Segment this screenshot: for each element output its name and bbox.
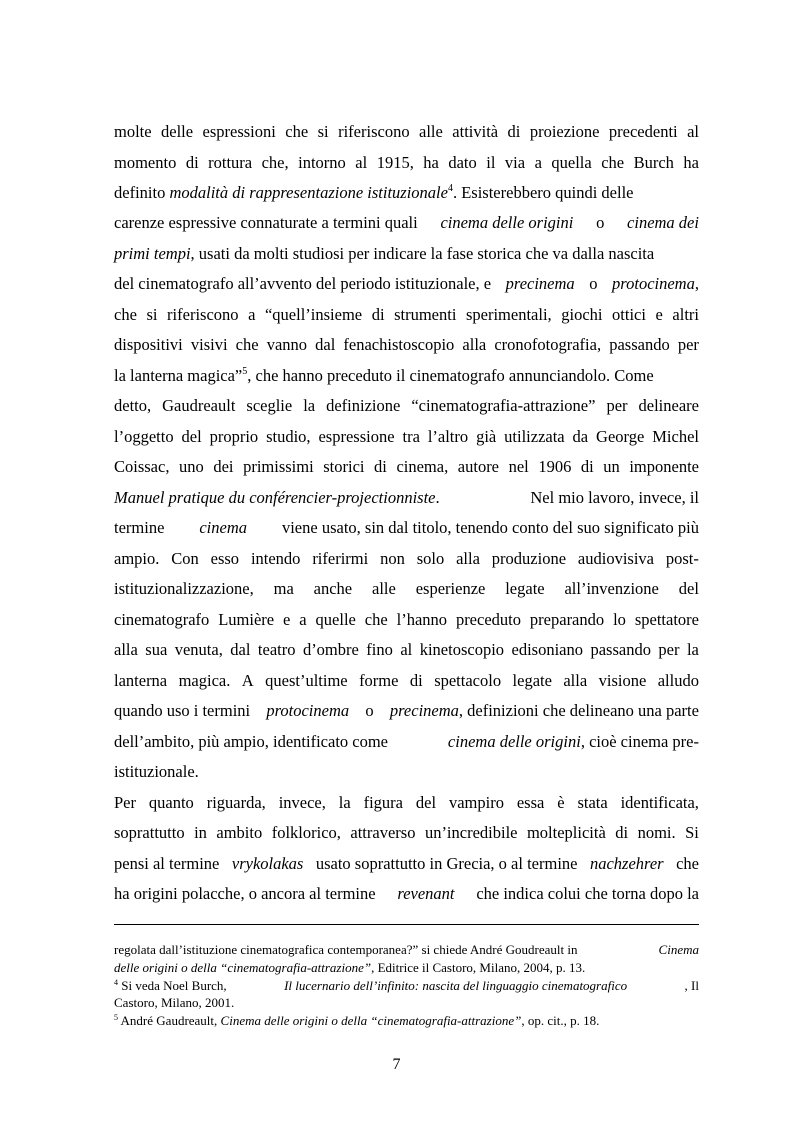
text-run: quando uso i termini — [114, 701, 251, 720]
page-number: 7 — [392, 1056, 401, 1073]
word: ambito — [216, 823, 263, 842]
word: già — [476, 427, 497, 446]
body-line — [114, 244, 699, 264]
word: cinema, — [396, 457, 449, 476]
word: Coissac, — [114, 457, 170, 476]
word: si — [317, 122, 329, 141]
word: anche — [313, 579, 353, 598]
text-run: Castoro, Milano, 2001. — [114, 995, 235, 1010]
footnote-line — [114, 1013, 699, 1029]
word: l’altro — [427, 427, 469, 446]
word: produzione — [491, 549, 567, 568]
word: l’hanno — [396, 610, 448, 629]
word: di — [615, 823, 629, 842]
text-run: delle origini o della “cinematografia-attrazione”, Editrice il Castoro, Milano, 2004, p. 13. — [114, 960, 586, 975]
italic-run: Cinema — [658, 942, 699, 957]
text-run: protocinema, — [612, 274, 699, 293]
word: detto, — [114, 396, 152, 415]
word: che, — [261, 153, 289, 172]
word: passando — [590, 640, 651, 659]
text-run: $^5$ André Gaudreault, Cinema delle origini o della “cinematografia-attrazione”, op. cit., p. 18. — [114, 1012, 600, 1028]
italic-run: cinema delle origini — [440, 213, 574, 232]
word: Gaudreault — [162, 396, 236, 415]
word: primissimi — [243, 457, 314, 476]
word: molte — [114, 122, 152, 141]
body-line — [114, 366, 699, 386]
word: per — [677, 335, 699, 354]
word: utilizzata — [504, 427, 565, 446]
word: Burch — [633, 153, 674, 172]
word: e — [283, 610, 291, 629]
word: Lumière — [218, 610, 275, 629]
word: il — [486, 153, 496, 172]
word: dato — [448, 153, 477, 172]
word: la — [338, 793, 351, 812]
text-run: carenze espressive connaturate a termini quali — [114, 213, 418, 232]
word: A — [241, 671, 254, 690]
word: a — [248, 305, 256, 324]
italic-run: precinema — [505, 274, 575, 293]
body-line — [114, 457, 699, 477]
word: strumenti — [394, 305, 457, 324]
text-run: o — [596, 213, 605, 232]
word: sperimentali, — [465, 305, 552, 324]
word: precedenti — [608, 122, 678, 141]
word: ampio. — [114, 549, 160, 568]
word: è — [557, 793, 565, 812]
italic-run: vrykolakas — [231, 854, 304, 873]
body-line — [114, 549, 699, 569]
word: di — [371, 305, 385, 324]
word: del — [181, 427, 202, 446]
word: riferiscono — [338, 122, 410, 141]
word: di — [580, 457, 594, 476]
body-line — [114, 274, 699, 294]
body-line — [114, 335, 699, 355]
word: solo — [416, 549, 445, 568]
word: del — [415, 793, 437, 812]
body-line — [114, 153, 699, 173]
body-line — [114, 793, 699, 813]
word: per — [658, 640, 680, 659]
body-line — [114, 122, 699, 142]
italic-run: revenant — [397, 884, 455, 903]
word: che — [364, 610, 388, 629]
text-run: termine — [114, 518, 165, 537]
word: attraverso — [350, 823, 416, 842]
word: momento — [114, 153, 177, 172]
word: proiezione — [529, 122, 600, 141]
word: lanterna — [114, 671, 168, 690]
word: folklorico, — [271, 823, 341, 842]
body-line — [114, 854, 699, 874]
word: venuta, — [174, 640, 223, 659]
word: delineare — [638, 396, 699, 415]
text-run: del cinematografo all’avvento del periodo istituzionale, e — [114, 274, 492, 293]
body-line — [114, 762, 699, 782]
word: a — [534, 153, 542, 172]
word: rottura — [208, 153, 253, 172]
word: 1915, — [376, 153, 414, 172]
word: d’ombre — [302, 640, 359, 659]
word: legate — [512, 671, 552, 690]
word: storici — [323, 457, 365, 476]
body-line — [114, 488, 699, 508]
word: quanto — [148, 793, 194, 812]
word: a — [299, 610, 307, 629]
word: Per — [114, 793, 136, 812]
word: “cinematografia-attrazione” — [411, 396, 596, 415]
word: riferirmi — [312, 549, 369, 568]
text-run: dell’ambito, più ampio, identificato come — [114, 732, 389, 751]
word: altri — [672, 305, 699, 324]
text-run: precinema, definizioni che delineano una parte — [389, 701, 699, 720]
body-line — [114, 518, 699, 538]
word: espressioni — [202, 122, 276, 141]
word: alla — [563, 671, 588, 690]
word: giochi — [561, 305, 603, 324]
word: spettacolo — [434, 671, 502, 690]
italic-run: protocinema — [266, 701, 350, 720]
word: alle — [372, 579, 396, 598]
word: molteplicità — [526, 823, 606, 842]
word: riferiscono — [167, 305, 239, 324]
word: legate — [505, 579, 545, 598]
word: passando — [609, 335, 670, 354]
word: edisoniano — [511, 640, 583, 659]
body-line — [114, 884, 699, 904]
word: delle — [161, 122, 194, 141]
word: autore — [457, 457, 500, 476]
word: identificata, — [620, 793, 699, 812]
word: ma — [273, 579, 294, 598]
text-run: $^4$ Si veda Noel Burch, — [114, 977, 227, 993]
word: istituzionalizzazione, — [114, 579, 254, 598]
word: non — [380, 549, 405, 568]
text-run: Nel mio lavoro, invece, il — [530, 488, 699, 507]
word: in — [194, 823, 207, 842]
text-run: che indica colui che torna dopo la — [476, 884, 699, 903]
body-line — [114, 183, 699, 203]
word: fino — [366, 640, 393, 659]
word: all’invenzione — [564, 579, 659, 598]
text-run: usato soprattutto in Grecia, o al termine — [315, 854, 578, 873]
word: un — [603, 457, 620, 476]
word: ha — [683, 153, 699, 172]
word: Con — [171, 549, 199, 568]
word: spettatore — [634, 610, 699, 629]
word: 1906 — [538, 457, 572, 476]
word: la — [303, 396, 316, 415]
word: al — [687, 122, 699, 141]
footnote-marker: 5 — [114, 1012, 118, 1022]
word: ha — [423, 153, 439, 172]
word: un’incredibile — [424, 823, 518, 842]
word: post- — [665, 549, 699, 568]
word: dei — [213, 457, 234, 476]
word: che — [285, 122, 309, 141]
word: dal — [230, 640, 251, 659]
word: visione — [598, 671, 647, 690]
word: dispositivi — [114, 335, 183, 354]
word: Michel — [652, 427, 699, 446]
word: attività — [452, 122, 499, 141]
word: preparando — [529, 610, 605, 629]
word: teatro — [257, 640, 296, 659]
word: cinematografo — [114, 610, 210, 629]
word: uno — [179, 457, 204, 476]
text-run: viene usato, sin dal titolo, tenendo conto del suo significato più — [281, 518, 699, 537]
word: essa — [516, 793, 545, 812]
word: che — [114, 305, 137, 324]
body-line — [114, 732, 699, 752]
word: espressione — [318, 427, 395, 446]
word: forme — [359, 671, 399, 690]
italic-run: cinema dei — [627, 213, 699, 232]
text-run: ha origini polacche, o ancora al termine — [114, 884, 376, 903]
word: l’oggetto — [114, 427, 174, 446]
word: proprio — [209, 427, 259, 446]
word: quelle — [315, 610, 356, 629]
word: alla — [456, 549, 480, 568]
text-run: o — [365, 701, 374, 720]
text-run: , Il — [684, 978, 699, 993]
word: alle — [419, 122, 443, 141]
word: “quell’insieme — [264, 305, 363, 324]
italic-run: nachzehrer — [589, 854, 664, 873]
word: fenachistoscopio — [343, 335, 455, 354]
footnote-line — [114, 978, 699, 994]
word: di — [409, 671, 423, 690]
word: invece, — [278, 793, 326, 812]
word: riguarda, — [206, 793, 266, 812]
word: tra — [402, 427, 420, 446]
text-run: che — [676, 854, 699, 873]
body-line — [114, 610, 699, 630]
text-run: cinema delle origini, cioè cinema pre- — [447, 732, 699, 751]
word: sceglie — [246, 396, 293, 415]
word: preceduto — [455, 610, 521, 629]
body-line — [114, 396, 699, 416]
footnote-line — [114, 995, 699, 1011]
footnote-line — [114, 942, 699, 958]
body-line — [114, 640, 699, 660]
word: che — [601, 153, 625, 172]
body-line — [114, 213, 699, 233]
word: sua — [145, 640, 168, 659]
word: quella — [551, 153, 592, 172]
word: di — [507, 122, 521, 141]
word: Si — [685, 823, 699, 842]
word: figura — [363, 793, 403, 812]
word: la — [686, 640, 699, 659]
body-line — [114, 427, 699, 447]
text-run: pensi al termine — [114, 854, 220, 873]
word: nel — [508, 457, 529, 476]
word: cronofotografia, — [494, 335, 602, 354]
word: ottici — [612, 305, 646, 324]
footnote-line — [114, 960, 699, 976]
word: alla — [462, 335, 487, 354]
word: magica. — [178, 671, 231, 690]
word: alludo — [657, 671, 699, 690]
word: si — [146, 305, 158, 324]
italic-run: cinema — [199, 518, 248, 537]
body-line — [114, 671, 699, 691]
word: stata — [577, 793, 608, 812]
word: George — [596, 427, 645, 446]
word: per — [606, 396, 628, 415]
body-line — [114, 305, 699, 325]
text-run: istituzionale. — [114, 762, 199, 781]
body-line — [114, 701, 699, 721]
text-run: la lanterna magica”$^5$, che hanno preceduto il cinematografo annunciandolo. Come — [114, 365, 654, 385]
word: studio, — [266, 427, 311, 446]
word: nomi. — [637, 823, 676, 842]
word: kinetoscopio — [419, 640, 505, 659]
word: e — [655, 305, 663, 324]
word: lo — [613, 610, 626, 629]
footnote-separator — [114, 924, 699, 925]
text-run: regolata dall’istituzione cinematografica contemporanea?” si chiede André Goudreault in — [114, 942, 578, 957]
word: di — [185, 153, 199, 172]
body-line — [114, 823, 699, 843]
text-run: primi tempi, usati da molti studiosi per indicare la fase storica che va dalla nascita — [114, 244, 655, 263]
word: alla — [114, 640, 138, 659]
word: definizione — [326, 396, 401, 415]
word: via — [504, 153, 526, 172]
word: dal — [315, 335, 336, 354]
word: visivi — [190, 335, 228, 354]
text-run: Manuel pratique du conférencier-projectionniste. — [114, 488, 440, 507]
word: quest’ultime — [265, 671, 348, 690]
word: che — [235, 335, 259, 354]
word: intendo — [250, 549, 301, 568]
word: del — [678, 579, 699, 598]
word: vampiro — [448, 793, 504, 812]
word: di — [374, 457, 387, 476]
word: audiovisiva — [577, 549, 654, 568]
word: al — [355, 153, 368, 172]
footnote-marker: 4 — [114, 977, 118, 987]
word: esperienze — [415, 579, 486, 598]
text-run: definito modalità di rappresentazione istituzionale$^4$. Esisterebbero quindi delle — [114, 182, 634, 202]
word: esso — [210, 549, 240, 568]
text-run: o — [589, 274, 598, 293]
body-line — [114, 579, 699, 599]
word: da — [572, 427, 589, 446]
word: vanno — [266, 335, 308, 354]
italic-run: Il lucernario dell’infinito: nascita del linguaggio cinematografico — [284, 978, 628, 993]
word: intorno — [298, 153, 346, 172]
word: soprattutto — [114, 823, 185, 842]
word: al — [400, 640, 413, 659]
word: imponente — [629, 457, 699, 476]
